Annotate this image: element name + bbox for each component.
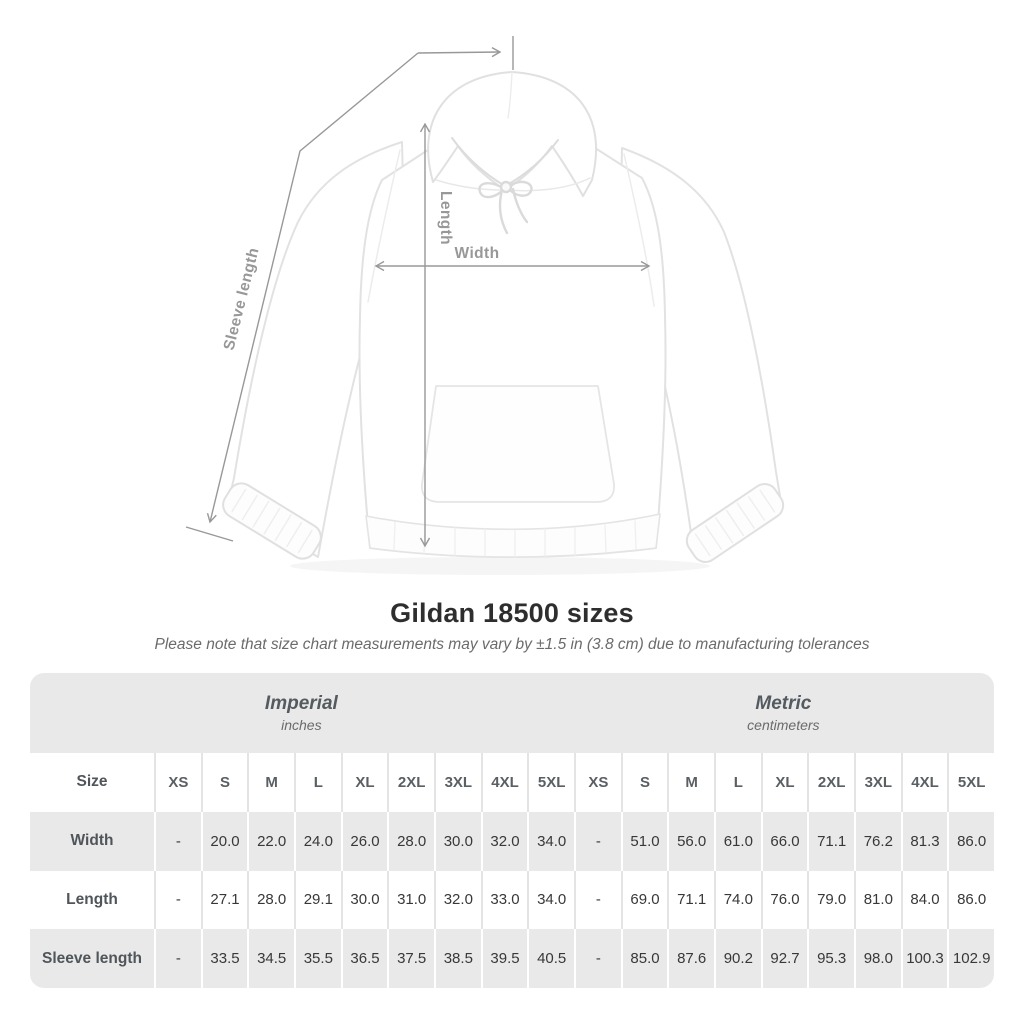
size-header-imperial: M bbox=[249, 753, 294, 812]
size-header-metric: 2XL bbox=[809, 753, 854, 812]
measurement-cell-imperial: 26.0 bbox=[343, 812, 388, 871]
size-header-imperial: 5XL bbox=[529, 753, 574, 812]
measurement-cell-imperial: 34.0 bbox=[529, 871, 574, 930]
metric-unit: centimeters bbox=[747, 717, 820, 733]
measurement-cell-metric: 100.3 bbox=[903, 929, 948, 988]
measurement-cell-metric: 76.0 bbox=[763, 871, 808, 930]
measurement-cell-imperial: 34.5 bbox=[249, 929, 294, 988]
page-title: Gildan 18500 sizes bbox=[390, 598, 634, 628]
measurement-cell-imperial: 38.5 bbox=[436, 929, 481, 988]
size-header-metric: 3XL bbox=[856, 753, 901, 812]
size-header-metric: 5XL bbox=[949, 753, 994, 812]
sleeve-length-measure-label: Sleeve length bbox=[220, 245, 263, 352]
metric-unit-header bbox=[573, 673, 994, 753]
measurement-cell-metric: 95.3 bbox=[809, 929, 854, 988]
measurement-cell-metric: 81.0 bbox=[856, 871, 901, 930]
measurement-cell-imperial: 37.5 bbox=[389, 929, 434, 988]
measurement-cell-metric: 71.1 bbox=[809, 812, 854, 871]
size-header-metric: XS bbox=[576, 753, 621, 812]
measurement-cell-metric: - bbox=[576, 812, 621, 871]
measurement-cell-metric: 79.0 bbox=[809, 871, 854, 930]
measurement-cell-imperial: 30.0 bbox=[436, 812, 481, 871]
measurement-cell-imperial: 27.1 bbox=[203, 871, 248, 930]
measurement-cell-metric: 92.7 bbox=[763, 929, 808, 988]
measurement-cell-metric: 86.0 bbox=[949, 871, 994, 930]
size-header-imperial: XL bbox=[343, 753, 388, 812]
measurement-cell-metric: 84.0 bbox=[903, 871, 948, 930]
measurement-cell-imperial: 20.0 bbox=[203, 812, 248, 871]
size-header-imperial: L bbox=[296, 753, 341, 812]
measurement-cell-metric: 81.3 bbox=[903, 812, 948, 871]
measurement-cell-metric: - bbox=[576, 929, 621, 988]
imperial-title: Imperial bbox=[264, 693, 338, 714]
sleeve-bottom-tick bbox=[186, 527, 233, 541]
measurement-cell-imperial: 32.0 bbox=[483, 812, 528, 871]
unit-header-band bbox=[30, 673, 994, 753]
imperial-unit: inches bbox=[281, 717, 322, 733]
measurement-cell-metric: 76.2 bbox=[856, 812, 901, 871]
measurement-cell-imperial: 39.5 bbox=[483, 929, 528, 988]
measurement-cell-imperial: 24.0 bbox=[296, 812, 341, 871]
measurement-cell-metric: 74.0 bbox=[716, 871, 761, 930]
size-column-header: Size bbox=[30, 753, 154, 812]
size-header-metric: 4XL bbox=[903, 753, 948, 812]
imperial-unit-header bbox=[30, 673, 573, 753]
measurement-cell-metric: 87.6 bbox=[669, 929, 714, 988]
size-header-metric: M bbox=[669, 753, 714, 812]
length-measure-label: Length bbox=[437, 190, 454, 246]
measurement-cell-metric: 86.0 bbox=[949, 812, 994, 871]
row-label: Length bbox=[30, 871, 154, 930]
size-header-imperial: 2XL bbox=[389, 753, 434, 812]
kangaroo-pocket bbox=[422, 386, 614, 502]
measurement-cell-imperial: 22.0 bbox=[249, 812, 294, 871]
measurement-cell-imperial: 35.5 bbox=[296, 929, 341, 988]
measurement-cell-imperial: - bbox=[156, 812, 201, 871]
measurement-cell-imperial: 40.5 bbox=[529, 929, 574, 988]
row-label: Sleeve length bbox=[30, 929, 154, 988]
size-header-metric: L bbox=[716, 753, 761, 812]
measurement-cell-metric: 98.0 bbox=[856, 929, 901, 988]
measurement-cell-imperial: - bbox=[156, 871, 201, 930]
size-grid bbox=[30, 753, 994, 988]
measurement-cell-imperial: 32.0 bbox=[436, 871, 481, 930]
measurement-cell-metric: 51.0 bbox=[623, 812, 668, 871]
measurement-cell-metric: 61.0 bbox=[716, 812, 761, 871]
measurement-cell-imperial: 36.5 bbox=[343, 929, 388, 988]
size-table bbox=[30, 673, 994, 988]
size-header-imperial: 3XL bbox=[436, 753, 481, 812]
measurement-cell-metric: - bbox=[576, 871, 621, 930]
size-header-imperial: XS bbox=[156, 753, 201, 812]
measurement-cell-imperial: 30.0 bbox=[343, 871, 388, 930]
measurement-cell-metric: 85.0 bbox=[623, 929, 668, 988]
measurement-cell-metric: 66.0 bbox=[763, 812, 808, 871]
measurement-cell-imperial: 28.0 bbox=[389, 812, 434, 871]
measurement-cell-metric: 102.9 bbox=[949, 929, 994, 988]
row-label: Width bbox=[30, 812, 154, 871]
size-header-imperial: S bbox=[203, 753, 248, 812]
measurement-cell-imperial: 31.0 bbox=[389, 871, 434, 930]
measurement-cell-metric: 90.2 bbox=[716, 929, 761, 988]
measurement-cell-metric: 56.0 bbox=[669, 812, 714, 871]
measurement-cell-imperial: 28.0 bbox=[249, 871, 294, 930]
measurement-cell-metric: 69.0 bbox=[623, 871, 668, 930]
measurement-cell-imperial: 34.0 bbox=[529, 812, 574, 871]
measurement-cell-imperial: 33.5 bbox=[203, 929, 248, 988]
measurement-cell-metric: 71.1 bbox=[669, 871, 714, 930]
size-header-metric: XL bbox=[763, 753, 808, 812]
measurement-cell-imperial: 29.1 bbox=[296, 871, 341, 930]
ground-shadow bbox=[290, 557, 710, 575]
size-header-metric: S bbox=[623, 753, 668, 812]
size-header-imperial: 4XL bbox=[483, 753, 528, 812]
tolerance-note: Please note that size chart measurements may vary by ±1.5 in (3.8 cm) due to manufacturing tolerances bbox=[154, 636, 870, 653]
metric-title: Metric bbox=[755, 693, 812, 714]
measurement-cell-imperial: 33.0 bbox=[483, 871, 528, 930]
width-measure-label: Width bbox=[454, 245, 500, 262]
measurement-cell-imperial: - bbox=[156, 929, 201, 988]
